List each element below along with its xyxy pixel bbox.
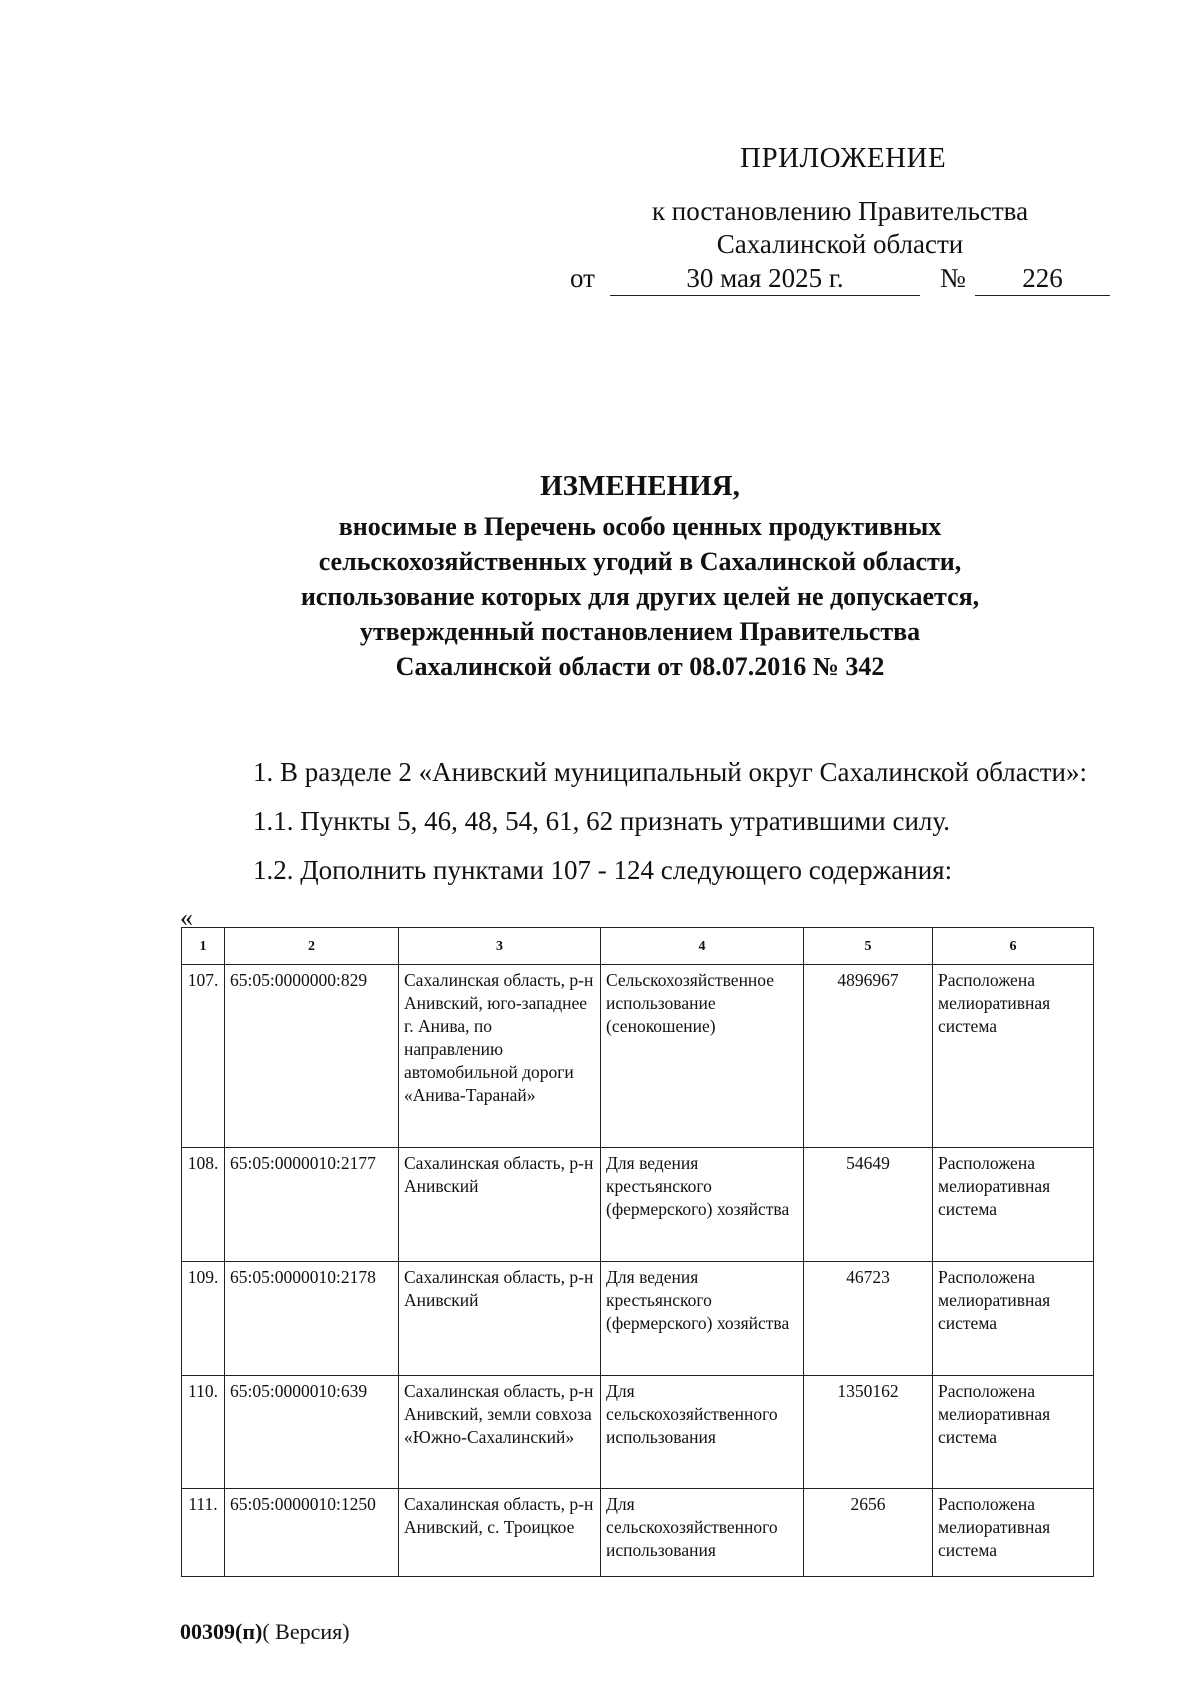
decree-number: 226 xyxy=(975,263,1110,296)
table-header-row xyxy=(182,928,1094,965)
note: Расположена мелиоративная система xyxy=(933,965,1094,1148)
row-number: 107. xyxy=(182,965,225,1148)
row-number: 110. xyxy=(182,1376,225,1489)
footer-code-bold: 00309(п) xyxy=(180,1619,263,1644)
purpose: Для сельскохозяйственного использования xyxy=(601,1376,804,1489)
table-row xyxy=(182,1489,1094,1577)
column-header: 2 xyxy=(225,928,399,965)
cadastral-number: 65:05:0000010:1250 xyxy=(225,1489,399,1577)
table-row xyxy=(182,1262,1094,1376)
note: Расположена мелиоративная система xyxy=(933,1489,1094,1577)
purpose: Сельскохозяйственное использование (сенокошение) xyxy=(601,965,804,1148)
area: 46723 xyxy=(804,1262,933,1376)
row-number: 108. xyxy=(182,1148,225,1262)
table-row xyxy=(182,1376,1094,1489)
decree-date: 30 мая 2025 г. xyxy=(610,263,920,296)
note: Расположена мелиоративная система xyxy=(933,1148,1094,1262)
paragraph-1-1: 1.1. Пункты 5, 46, 48, 54, 61, 62 признать утратившими силу. xyxy=(253,806,950,836)
area: 1350162 xyxy=(804,1376,933,1489)
footer-code-rest: ( Версия) xyxy=(262,1619,350,1644)
cadastral-number: 65:05:0000010:2177 xyxy=(225,1148,399,1262)
to-decree-line-1: к постановлению Правительства xyxy=(651,196,1029,226)
area: 4896967 xyxy=(804,965,933,1148)
number-sign: № xyxy=(940,263,966,293)
location: Сахалинская область, р-н Анивский xyxy=(399,1148,601,1262)
paragraph-1-2: 1.2. Дополнить пунктами 107 - 124 следующего содержания: xyxy=(253,855,953,885)
column-header: 6 xyxy=(933,928,1094,965)
table-row xyxy=(182,1148,1094,1262)
footer-version-code xyxy=(180,1619,350,1645)
row-number: 109. xyxy=(182,1262,225,1376)
heading-line-4: утвержденный постановлением Правительства xyxy=(359,617,921,646)
column-header: 5 xyxy=(804,928,933,965)
heading-line-1: вносимые в Перечень особо ценных продуктивных xyxy=(338,512,942,541)
column-header: 3 xyxy=(399,928,601,965)
note: Расположена мелиоративная система xyxy=(933,1262,1094,1376)
purpose: Для сельскохозяйственного использования xyxy=(601,1489,804,1577)
to-decree-line-2: Сахалинской области xyxy=(716,229,964,259)
area: 2656 xyxy=(804,1489,933,1577)
appendix-title: ПРИЛОЖЕНИЕ xyxy=(740,142,947,174)
heading-line-3: использование которых для других целей не допускается, xyxy=(300,582,980,611)
heading-main: ИЗМЕНЕНИЯ, xyxy=(540,470,740,502)
cadastral-number: 65:05:0000010:639 xyxy=(225,1376,399,1489)
heading-line-2: сельскохозяйственных угодий в Сахалинской области, xyxy=(318,547,962,576)
cadastral-number: 65:05:0000010:2178 xyxy=(225,1262,399,1376)
heading-line-5: Сахалинской области от 08.07.2016 № 342 xyxy=(395,652,885,681)
note: Расположена мелиоративная система xyxy=(933,1376,1094,1489)
land-parcels-table xyxy=(181,927,1094,1577)
area: 54649 xyxy=(804,1148,933,1262)
opening-quote: « xyxy=(180,903,193,932)
paragraph-1: 1. В разделе 2 «Анивский муниципальный округ Сахалинской области»: xyxy=(253,757,1087,787)
location: Сахалинская область, р-н Анивский, юго-западнее г. Анива, по направлению автомобильной дороги «Анива-Таранай» xyxy=(399,965,601,1148)
table-row xyxy=(182,965,1094,1148)
location: Сахалинская область, р-н Анивский, с. Троицкое xyxy=(399,1489,601,1577)
location: Сахалинская область, р-н Анивский xyxy=(399,1262,601,1376)
column-header: 1 xyxy=(182,928,225,965)
row-number: 111. xyxy=(182,1489,225,1577)
location: Сахалинская область, р-н Анивский, земли совхоза «Южно-Сахалинский» xyxy=(399,1376,601,1489)
document-heading xyxy=(230,470,1050,684)
purpose: Для ведения крестьянского (фермерского) хозяйства xyxy=(601,1148,804,1262)
from-label: от xyxy=(570,263,595,293)
cadastral-number: 65:05:0000000:829 xyxy=(225,965,399,1148)
purpose: Для ведения крестьянского (фермерского) хозяйства xyxy=(601,1262,804,1376)
column-header: 4 xyxy=(601,928,804,965)
